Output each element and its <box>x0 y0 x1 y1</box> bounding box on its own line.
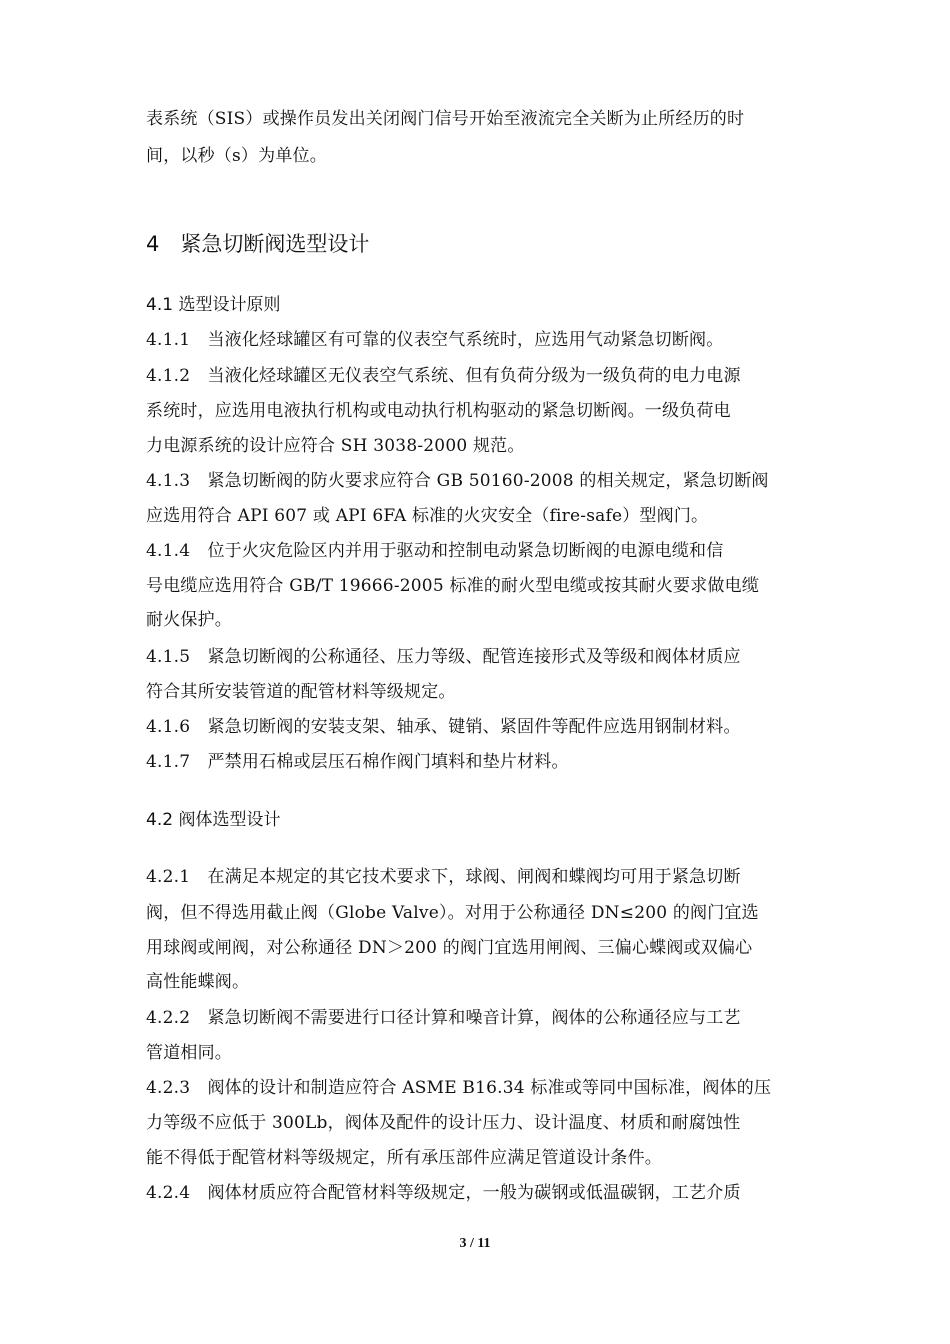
clause-line: 用球阀或闸阀，对公称通径 DN＞200 的阀门宜选用闸阀、三偏心蝶阀或双偏心 <box>146 938 753 958</box>
clause-line: 阀，但不得选用截止阀（Globe Valve）。对用于公称通径 DN≤200 的阀门宜选 <box>146 903 759 923</box>
clause-line: 4.2.3 阀体的设计和制造应符合 ASME B16.34 标准或等同中国标准，阀体的压 <box>146 1078 772 1098</box>
section-heading: 4 紧急切断阀选型设计 <box>146 232 370 256</box>
paragraph-line: 间，以秒（s）为单位。 <box>146 146 327 166</box>
clause-line: 4.2.1 在满足本规定的其它技术要求下，球阀、闸阀和蝶阀均可用于紧急切断 <box>146 867 741 887</box>
clause-line: 4.1.3 紧急切断阀的防火要求应符合 GB 50160-2008 的相关规定，紧急切断阀 <box>146 471 769 491</box>
clause-line: 4.1.6 紧急切断阀的安装支架、轴承、键销、紧固件等配件应选用钢制材料。 <box>146 717 741 737</box>
clause-line: 4.1.7 严禁用石棉或层压石棉作阀门填料和垫片材料。 <box>146 752 569 772</box>
page-number: 3 / 11 <box>459 1236 491 1251</box>
clause-line: 力电源系统的设计应符合 SH 3038-2000 规范。 <box>146 436 525 456</box>
clause-line: 高性能蝶阀。 <box>146 972 250 992</box>
clause-line: 能不得低于配管材料等级规定，所有承压部件应满足管道设计条件。 <box>146 1148 662 1168</box>
subsection-heading: 4.1 选型设计原则 <box>146 295 281 315</box>
clause-line: 4.2.2 紧急切断阀不需要进行口径计算和噪音计算，阀体的公称通径应与工艺 <box>146 1008 741 1028</box>
clause-line: 符合其所安装管道的配管材料等级规定。 <box>146 682 456 702</box>
paragraph-line: 表系统（SIS）或操作员发出关闭阀门信号开始至液流完全关断为止所经历的时 <box>146 109 745 129</box>
clause-line: 号电缆应选用符合 GB/T 19666-2005 标准的耐火型电缆或按其耐火要求做电缆 <box>146 576 760 596</box>
clause-line: 4.1.4 位于火灾危险区内并用于驱动和控制电动紧急切断阀的电源电缆和信 <box>146 541 724 561</box>
clause-line: 力等级不应低于 300Lb，阀体及配件的设计压力、设计温度、材质和耐腐蚀性 <box>146 1113 741 1133</box>
subsection-heading: 4.2 阀体选型设计 <box>146 810 281 830</box>
clause-line: 4.1.2 当液化烃球罐区无仪表空气系统、但有负荷分级为一级负荷的电力电源 <box>146 366 741 386</box>
clause-line: 管道相同。 <box>146 1043 232 1063</box>
clause-line: 系统时，应选用电液执行机构或电动执行机构驱动的紧急切断阀。一级负荷电 <box>146 401 731 421</box>
clause-line: 4.2.4 阀体材质应符合配管材料等级规定，一般为碳钢或低温碳钢，工艺介质 <box>146 1183 741 1203</box>
clause-line: 应选用符合 API 607 或 API 6FA 标准的火灾安全（fire-safe）型阀门。 <box>146 506 709 526</box>
clause-line: 4.1.5 紧急切断阀的公称通径、压力等级、配管连接形式及等级和阀体材质应 <box>146 647 741 667</box>
clause-line: 4.1.1 当液化烃球罐区有可靠的仪表空气系统时，应选用气动紧急切断阀。 <box>146 330 724 350</box>
clause-line: 耐火保护。 <box>146 610 232 630</box>
